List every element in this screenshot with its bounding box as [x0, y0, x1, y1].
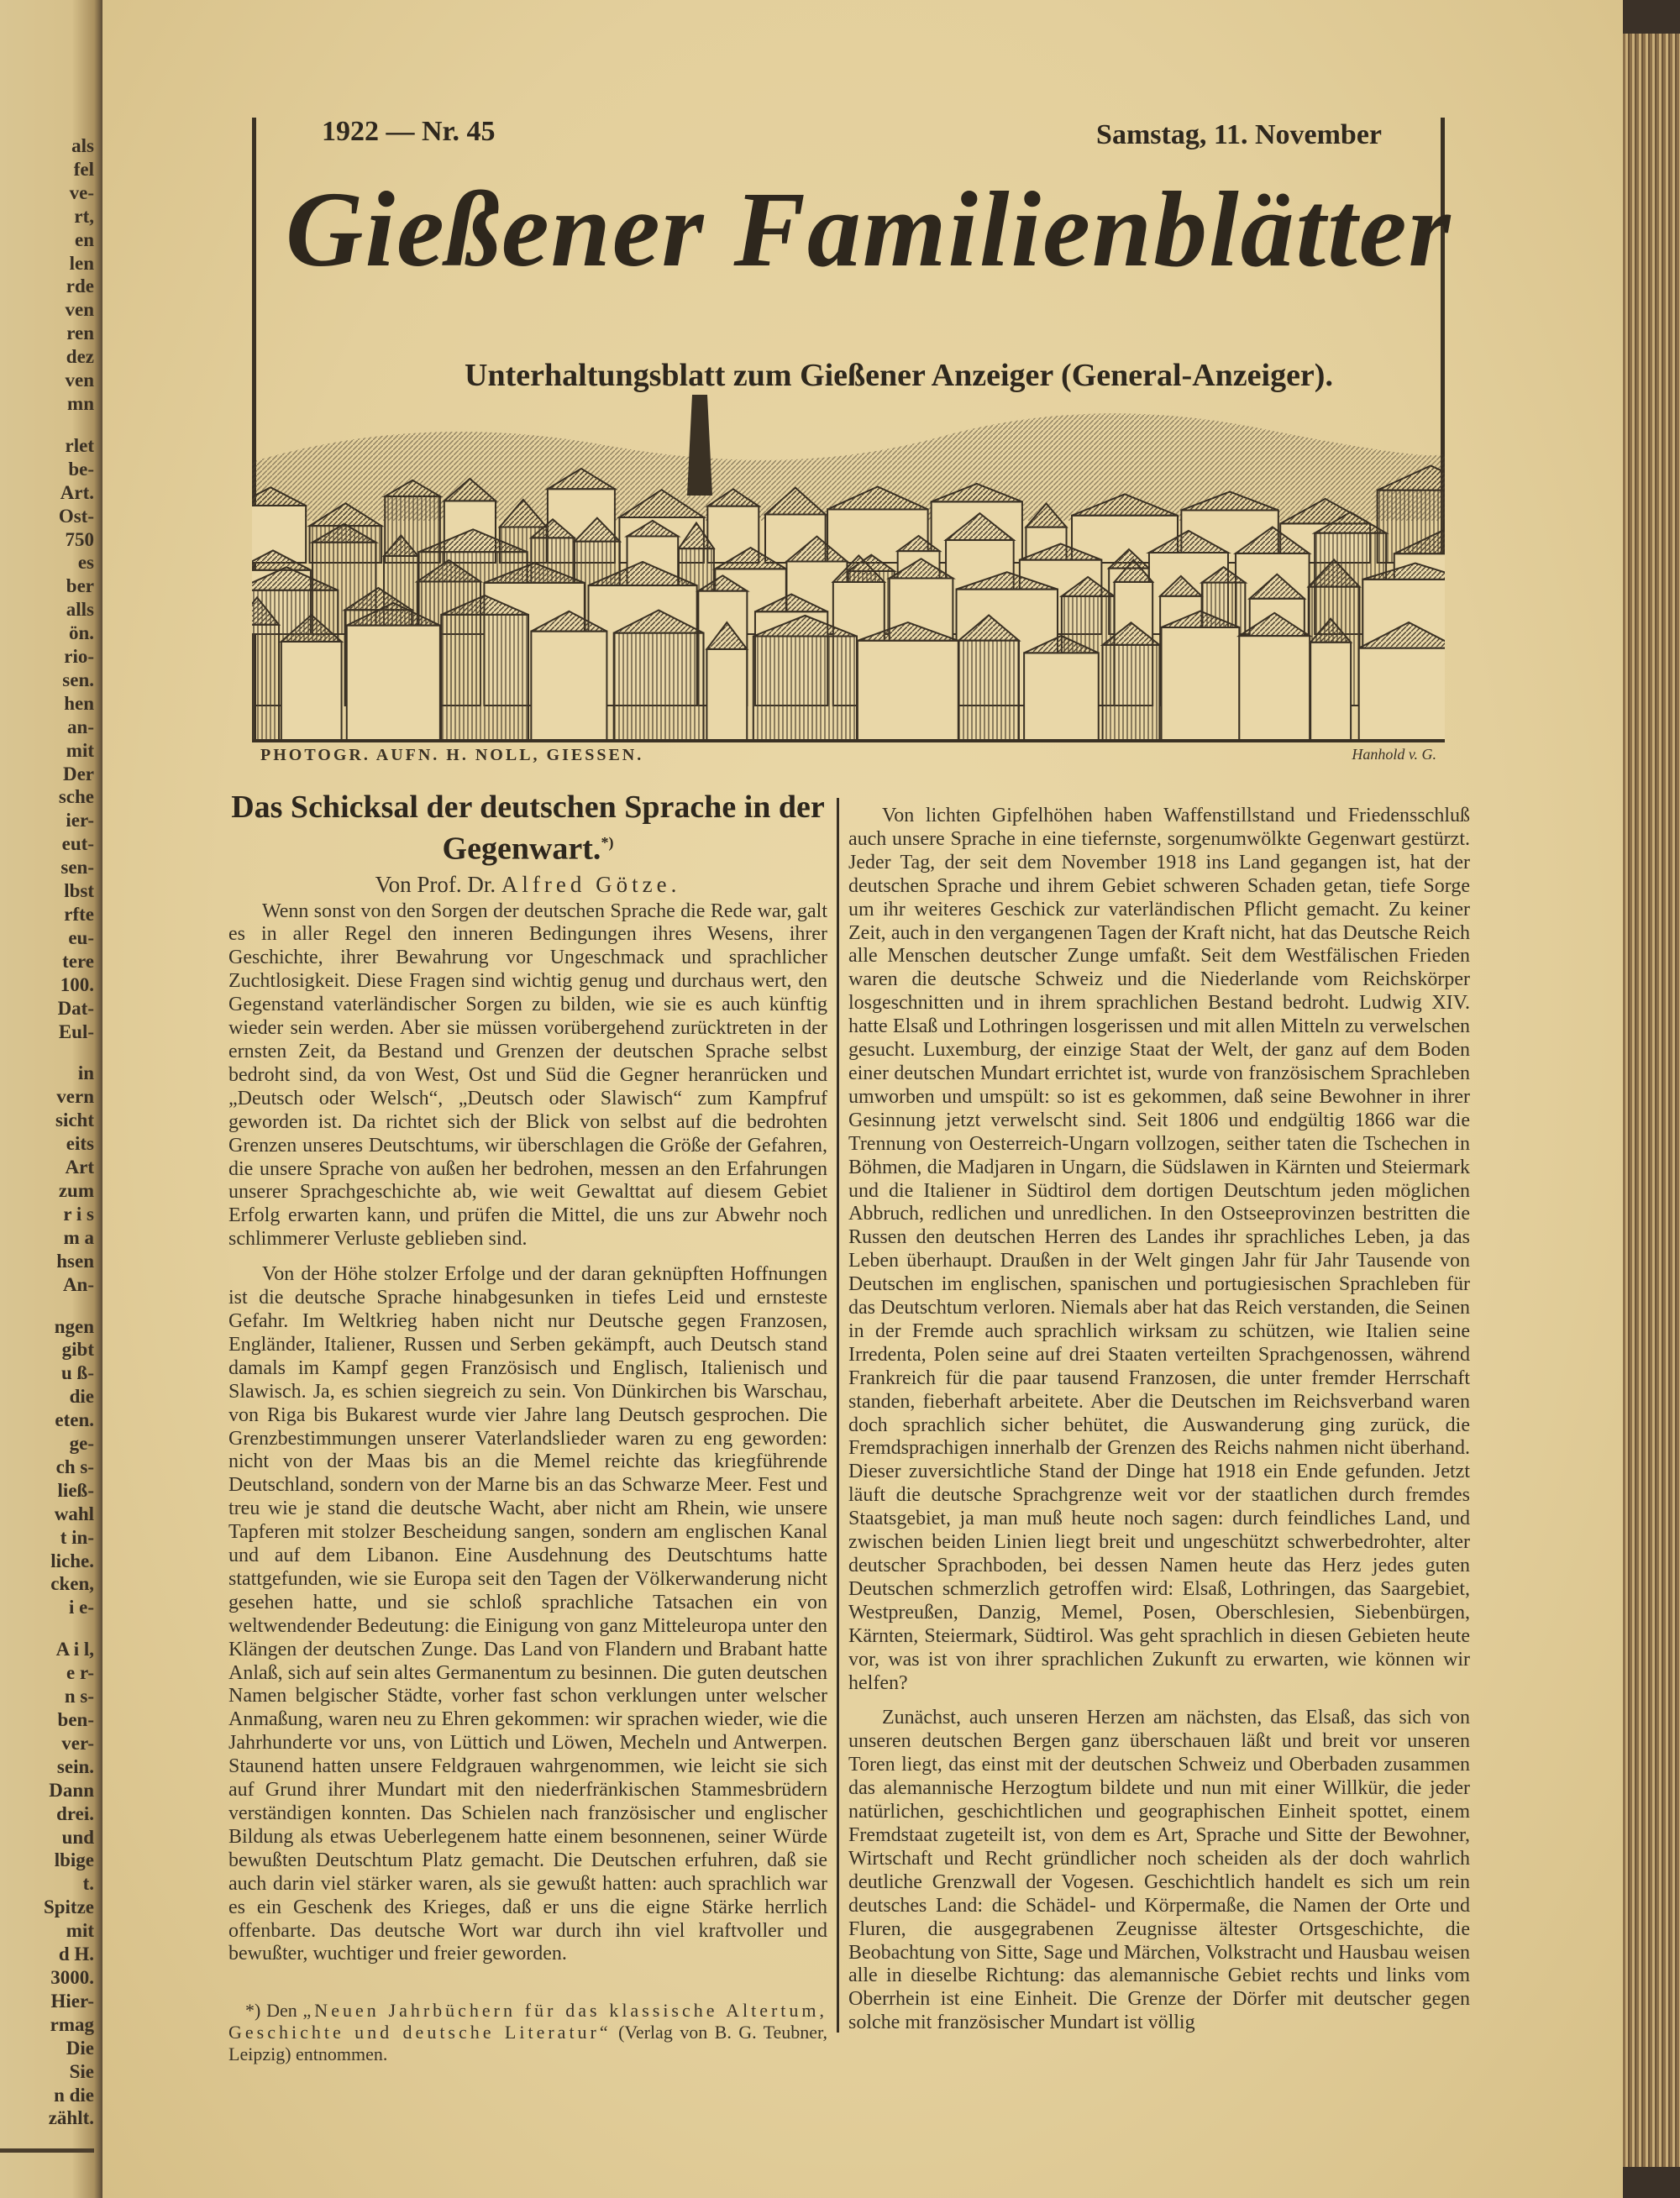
fragment-line: lbige: [54, 1849, 94, 1871]
left-page-fragments-5: [0, 1638, 94, 2130]
fragment-line: ben-: [57, 1709, 94, 1730]
fragment-line: gibt: [61, 1339, 94, 1361]
fragment-line: in: [77, 1062, 94, 1084]
fragment-line: ber: [66, 575, 94, 597]
building: [753, 637, 857, 739]
byline-prefix: Von Prof. Dr.: [375, 871, 496, 897]
fragment-line: ngen: [54, 1315, 94, 1337]
fragment-line: A i l,: [55, 1639, 94, 1660]
fragment-line: lbst: [64, 880, 94, 902]
fragment-line: vern: [56, 1086, 94, 1108]
page-edges-stack: [1623, 34, 1680, 2167]
left-page-fragments-2: [0, 434, 94, 1044]
left-page-rule: [0, 2148, 94, 2153]
fragment-line: ch s-: [55, 1456, 94, 1477]
fragment-line: rde: [66, 275, 94, 297]
building: [1239, 636, 1310, 739]
fragment-line: m a: [63, 1226, 94, 1248]
fragment-line: en: [75, 228, 94, 250]
article-left-column: [228, 789, 827, 2065]
fragment-line: hen: [64, 692, 94, 714]
building: [958, 641, 1019, 739]
fragment-line: Die: [66, 2037, 94, 2059]
fragment-line: u ß-: [61, 1362, 94, 1384]
fragment-line: n s-: [64, 1686, 94, 1708]
fragment-line: hsen: [56, 1250, 94, 1272]
fragment-line: e r-: [66, 1662, 94, 1684]
building: [1310, 643, 1351, 739]
fragment-line: eten.: [55, 1409, 94, 1431]
article-right-column: [848, 805, 1470, 2035]
fragment-line: eu-: [68, 926, 94, 948]
fragment-line: liche.: [50, 1550, 94, 1571]
fragment-line: d H.: [58, 1944, 94, 1965]
building: [1024, 653, 1099, 739]
article-title: [228, 789, 827, 867]
fragment-line: cken,: [50, 1573, 94, 1595]
footnote-mark: *): [601, 834, 614, 851]
fragment-line: tere: [62, 950, 94, 972]
fragment-line: Der: [62, 763, 94, 784]
fragment-line: rlet: [65, 434, 94, 456]
fragment-line: sche: [58, 786, 94, 808]
fragment-line: Ost-: [58, 505, 94, 527]
fragment-line: ließ-: [57, 1479, 94, 1501]
fragment-line: rfte: [64, 904, 94, 925]
fragment-line: ven: [65, 299, 94, 321]
building: [281, 642, 342, 739]
fragment-line: be-: [68, 458, 94, 480]
fragment-line: Eul-: [58, 1020, 94, 1042]
fragment-line: mn: [67, 392, 94, 414]
left-page-fragments-1: [0, 134, 94, 416]
author-name: Alfred Götze.: [501, 871, 681, 897]
fragment-line: alls: [66, 599, 94, 621]
left-page-fragment-stack: [0, 134, 94, 2153]
building: [706, 649, 747, 739]
building: [1103, 645, 1160, 739]
city-view-illustration: [252, 395, 1445, 739]
fragment-line: ier-: [66, 810, 94, 831]
building: [1162, 627, 1240, 739]
fragment-line: rmag: [50, 2013, 94, 2035]
fragment-line: Dat-: [57, 997, 94, 1019]
left-page-fragments-3: [0, 1062, 94, 1296]
fragment-line: wahl: [54, 1503, 94, 1524]
issue-number: 1922 — Nr. 45: [322, 116, 496, 147]
building: [1359, 648, 1445, 739]
fragment-line: als: [71, 135, 94, 156]
building: [347, 626, 440, 739]
paragraph: Zunächst, auch unseren Herzen am nächsten, das Elsaß, das sich von unseren deutschen Bergen ganz überschauen läßt und breit vor unseren Toren liegt, das einst mit der deutschen Schweiz und Oberbaden zusammen das alemannische Herzogtum bildete und nun mit einer Willkür, die jeder natürlichen, geschichtlichen und geographischen Einheit spottet, einem Fremdstaat zugeteilt ist, von dem es Art, Sprache und Sitte der Bewohner, Wirtschaft und Recht gründlicher noch scheiden als der doch wahrlich deutliche Grenzwall der Vogesen. Geschichtlich handelt es sich um rein deutsches Land: die Schädel- und Körpermaße, die Namen der Orte und Fluren, die ausgegrabenen Zeugnisse ältester Ortsgeschichte, die Beobachtung von Sitte, Sage und Märchen, Volkstracht und Hausbau weisen alle in dieselbe Richtung: das alemannische Gebiet rechts und links vom Oberrhein ist eine Einheit. Die Grenze der Dörfer mit deutscher gegen solche mit französischer Mundart ist völlig: [848, 1707, 1470, 2034]
fragment-line: ön.: [68, 622, 94, 644]
fragment-line: es: [77, 552, 94, 574]
fragment-line: t.: [82, 1873, 94, 1895]
fragment-line: sen.: [62, 669, 94, 690]
column-divider: [837, 798, 839, 2033]
fragment-line: dez: [66, 346, 94, 368]
footnote-suffix: (Verlag von B. G. Teubner, Leipzig) entnommen.: [228, 2022, 828, 2065]
church-spire: [687, 395, 712, 496]
fragment-line: 3000.: [50, 1966, 94, 1988]
fragment-line: Dann: [49, 1779, 94, 1801]
fragment-line: sein.: [56, 1755, 94, 1777]
paragraph: Von der Höhe stolzer Erfolge und der daran geknüpften Hoffnungen ist die deutsche Sprache hinabgesunken in tiefes Leid und ernsteste Gefahr. Im Weltkrieg haben nicht nur Deutsche gegen Franzosen, Engländer, Italiener, Russen und Serben gekämpft, auch Deutsch stand damals im Kampf gegen Französisch und Englisch, Italienisch und Slawisch. Ja, es schien siegreich zu sein. Von Dünkirchen bis Warschau, von Riga bis Bukarest wurde vier Jahre lang Deutsch gesprochen. Die Grenzbestimmungen unserer Vaterlandslieder waren zu eng geworden: nicht von der Maas bis an die Memel reichte das kriegführende Deutschland, sondern von der Marne bis an das Schwarze Meer. Fest und treu wie je stand die deutsche Wacht, aber nicht am Rhein, wie unsere Tapferen mit stolzer Bescheidung sangen, sondern am englischen Kanal und auf dem Libanon. Eine Ausdehnung des Deutschtums hatte stattgefunden, wie sie Europa seit den Tagen der Völkerwanderung nicht gesehen hatte, und sie schloß sprachliche Tatsachen ein von weltwendender Bedeutung: die Einigung von ganz Mitteleuropa unter den Klängen der deutschen Zunge. Das Land von Flandern und Brabant hatte Anlaß, sich auf sein altes Germanentum zu besinnen. Die guten deutschen Namen belgischer Städte, vorher fast schon verklungen unter welscher Anmaßung, waren neu zu Ehren gekommen: wir sprachen wieder, wie die Jahrhunderte vor uns, von Lüttich und Löwen, Mecheln und Antwerpen. Staunend hatten unsere Feldgrauen wahrgenommen, wie leicht sie sich auf Grund ihrer Mundart mit den niederfränkischen Stammesbrüdern verständigen konnten. Das Schielen nach französischer und englischer Bildung als etwas Ueberlegenem hatte einem besonnenen, seiner Würde bewußten Deutschtum Platz gemacht. Die Deutschen erfuhren, daß sie auch darin viel stärker waren, als sie gewußt hatten: auch sprachlich war es ein Geschenk des Krieges, daß er uns die eigne Stärke herrlich offenbarte. Das deutsche Wort war durch ihn viel kraftvoller und bewußter, wuchtiger und freier geworden.: [228, 1263, 827, 1965]
fragment-line: ve-: [69, 181, 94, 203]
fragment-line: und: [61, 1826, 94, 1848]
fragment-line: len: [69, 252, 94, 274]
fragment-line: Spitze: [43, 1896, 94, 1918]
fragment-line: sicht: [55, 1109, 94, 1131]
fragment-line: Sie: [69, 2060, 94, 2082]
masthead-base-line: [252, 739, 1445, 742]
fragment-line: sen-: [60, 857, 94, 879]
fragment-line: ver-: [61, 1732, 94, 1754]
fragment-line: eut-: [61, 833, 94, 855]
footnote-source: „Neuen Jahrbüchern für das klassische Altertum, Geschichte und deutsche Literatur“: [228, 2000, 828, 2043]
building: [441, 615, 528, 739]
article-title-text: Das Schicksal der deutschen Sprache in der Gegenwart.: [231, 789, 825, 867]
fragment-line: mit: [66, 739, 94, 761]
building: [531, 632, 606, 739]
fragment-line: mit: [66, 1920, 94, 1942]
fragment-line: ren: [66, 323, 94, 344]
paragraph: Von lichten Gipfelhöhen haben Waffenstillstand und Friedensschluß auch unsere Sprache in eine tiefernste, sorgenumwölkte Gegenwart gestürzt. Jeder Tag, der seit dem November 1918 ins Land gegangen ist, hat der deutschen Sprache und ihrem Gebiet schweren Schaden getan, tiefe Sorge um ihr weiteres Geschick zur vaterländischen Pflicht gemacht. Zu keiner Zeit, auch in den vergangenen Tagen der Kraft nicht, hat das Deutsche Reich alle Menschen deutscher Zunge umfaßt. Seit dem Westfälischen Frieden waren die deutsche Schweiz und die Niederlande vom Reichskörper losgeschnitten und in ihrem sprachlichen Bestand bedroht. Ludwig XIV. hatte Elsaß und Lothringen losgerissen und mit allen Mitteln zu verwelschen gesucht. Luxemburg, der einzige Staat der Welt, der ganz auf dem Boden einer deutschen Mundart errichtet ist, wurde von französischem Sprachleben umworben und umspült: so ist es gekommen, daß seine Bewohner in ihrer Gesinnung jetzt verwelscht sind. Seit 1806 und endgültig 1866 war die Trennung von Oesterreich-Ungarn vollzogen, seither taten die Tschechen in Böhmen, die Madjaren in Ungarn, die Südslawen in Kärnten und Steiermark und die Italiener in Südtirol dem dortigen Deutschtum jeden möglichen Abbruch, redlichen und unredlichen. In den Ostseeprovinzen bestritten die Russen den deutschen Herren des Landes ihr sprachliches Leben, ja das Leben überhaupt. Draußen in der Welt gingen Jahr für Jahr Tausende von Deutschen im englischen, spanischen und portugiesischen Sprachleben für das Deutschtum verloren. Niemals aber hat das Reich verstanden, die Seinen in der Fremde auch sprachlich wirksam zu schützen, wie Italien seine Irredenta, Polen seine auf drei Staaten verteilten Sprachgenossen, während Frankreich für die paar tausend Franzosen, die unter fremder Herrschaft standen, fieberhaft arbeitete. Aber die Deutschen im Reichsverband waren doch sprachlich sicher behütet, die Auswanderung ging zurück, die Fremdsprachigen innerhalb der Grenzen des Reichs nahmen nicht überhand. Dieser zuversichtliche Stand der Dinge hat 1918 ein Ende gefunden. Jetzt läuft die deutsche Sprachgrenze weit vor der staatlichen durch fremdes Staatsgebiet, ja man muß heute noch sagen: durch feindliches Land, und zwischen beiden Linien liegt breit und ungeschützt schwerbedrohter, alter deutscher Sprachboden, bei dessen Namen heute das Herz jedes guten Deutschen schmerzlich getroffen wird: Elsaß, Lothringen, das Saargebiet, Westpreußen, Danzig, Memel, Posen, Oberschlesien, Siebenbürgen, Kärnten, Steiermark, Südtirol. Was geht sprachlich in diesen Gebieten heute vor, was ist von ihrer sprachlichen Zukunft zu erwarten, wie können wir helfen?: [848, 805, 1470, 1694]
masthead-title: Gießener Familienblätter: [286, 170, 1452, 289]
footnote: [228, 2000, 827, 2065]
fragment-line: n die: [54, 2084, 94, 2106]
fragment-line: zum: [58, 1179, 94, 1201]
fragment-line: 100.: [60, 973, 94, 995]
fragment-line: rt,: [74, 205, 94, 227]
issue-date: Samstag, 11. November: [1096, 119, 1382, 150]
fragment-line: An-: [62, 1273, 94, 1295]
left-page-fragments-4: [0, 1315, 94, 1620]
fragment-line: ge-: [69, 1433, 94, 1455]
binding-top: [1623, 0, 1680, 34]
fragment-line: ven: [65, 370, 94, 391]
photo-credit: PHOTOGR. AUFN. H. NOLL, GIESSEN.: [260, 746, 644, 764]
fragment-line: an-: [67, 716, 94, 737]
building: [614, 633, 704, 739]
masthead-subtitle: Unterhaltungsblatt zum Gießener Anzeiger (General-Anzeiger).: [465, 358, 1333, 393]
building: [252, 625, 279, 739]
paragraph: Wenn sonst von den Sorgen der deutschen Sprache die Rede war, galt es in aller Regel den inneren Bedingungen ihres Wesens, ihrer Geschichte, ihrer Bewahrung vor Ungeschmack und sprachlicher Zuchtlosigkeit. Diese Fragen sind wichtig genug und durchaus wert, den Gegenstand vaterländischer Sorgen zu bilden, wie sie es auch künftig wieder sein werden. Aber sie müssen vorübergehend zurücktreten in der ernsten Zeit, da Bestand und Grenzen der deutschen Sprache selbst bedroht sind, da von West, Ost und Süd die Gegner heranrücken und „Deutsch oder Welsch“, „Deutsch oder Slawisch“ zum Kampfruf geworden ist. Da richtet sich der Blick von selbst auf die bedrohten Grenzen unseres Deutschtums, wir überschlagen die Größe der Gefahren, die unsere Sprache von außen her bedrohen, messen an den Erfahrungen unserer Sprachgeschichte ab, wie weit Gewalttat auf diesem Gebiet Erfolg erwarten kann, und prüfen die Mittel, die uns zur Abwehr noch schlimmerer Verluste geblieben sind.: [228, 900, 827, 1251]
fragment-line: Hier-: [50, 1990, 94, 2012]
byline: [228, 873, 827, 897]
artist-signature: Hanhold v. G.: [1352, 746, 1436, 763]
fragment-line: r i s: [63, 1203, 94, 1225]
fragment-line: fel: [73, 158, 94, 180]
fragment-line: Art.: [60, 481, 94, 503]
buildings: [252, 465, 1445, 739]
masthead: [252, 118, 1452, 764]
fragment-line: 750: [65, 528, 94, 550]
fragment-line: drei.: [56, 1802, 94, 1824]
fragment-line: t in-: [60, 1526, 94, 1548]
fragment-line: die: [69, 1386, 94, 1408]
fragment-line: eits: [66, 1133, 94, 1155]
adjacent-left-page: [0, 0, 102, 2198]
fragment-line: i e-: [68, 1597, 94, 1618]
fragment-line: Art: [65, 1157, 94, 1178]
fragment-line: rio-: [64, 646, 94, 668]
footnote-prefix: *) Den: [245, 2000, 297, 2022]
building: [858, 641, 958, 739]
fragment-line: zählt.: [48, 2107, 94, 2129]
